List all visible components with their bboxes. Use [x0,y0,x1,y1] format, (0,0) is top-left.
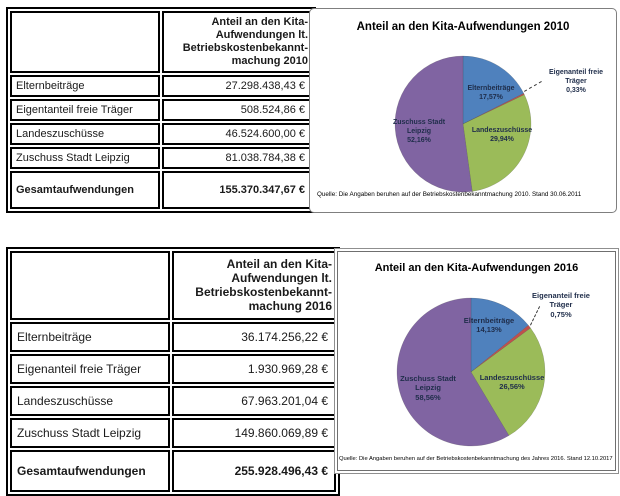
table-row [10,354,336,384]
total-value: 155.370.347,67 € [162,171,312,209]
table-row [10,123,312,145]
slice-label-landeszuschuesse: Landeszuschüsse 29,94% [471,127,533,143]
total-label: Gesamtaufwendungen [10,171,160,209]
slice-label-landeszuschuesse: Landeszuschüsse 26,56% [479,373,545,392]
table-header-2016: Anteil an den Kita-Aufwendungen lt. Betriebskostenbekannt-machung 2016 [172,251,336,320]
table-row [10,75,312,97]
slice-callout-eigenanteil: Eigenanteil freie Träger 0,75% [532,291,590,319]
row-value: 46.524.600,00 € [162,123,312,145]
total-label: Gesamtaufwendungen [10,450,170,492]
table-total-row [10,450,336,492]
slice-label-elternbeitraege: Elternbeiträge 14,13% [463,316,515,335]
table-header-2010: Anteil an den Kita-Aufwendungen lt. Betriebskostenbekannt-machung 2010 [162,11,312,73]
row-label: Landeszuschüsse [10,386,170,416]
table-total-row [10,171,312,209]
table-row [10,322,336,352]
row-label: Eigenanteil freie Träger [10,354,170,384]
total-value: 255.928.496,43 € [172,450,336,492]
row-label: Elternbeiträge [10,75,160,97]
row-value: 149.860.069,89 € [172,418,336,448]
chart-source-2016: Quelle: Die Angaben beruhen auf der Betriebskostenbekanntmachung des Jahres 2016. Stand 12.10.2017 [339,456,613,462]
row-value: 508.524,86 € [162,99,312,121]
row-label: Eigentanteil freie Träger [10,99,160,121]
row-value: 1.930.969,28 € [172,354,336,384]
pie-chart-2010 [309,8,617,213]
row-value: 67.963.201,04 € [172,386,336,416]
row-label: Zuschuss Stadt Leipzig [10,418,170,448]
table-row [10,147,312,169]
chart-title-2010: Anteil an den Kita-Aufwendungen 2010 [356,21,570,33]
corner-cell [10,251,170,320]
slice-callout-eigenanteil: Eigenanteil freie Träger 0,33% [548,69,604,94]
corner-cell [10,11,160,73]
pie-chart-2016 [334,248,619,474]
slice-label-elternbeitraege: Elternbeiträge 17,57% [467,85,515,101]
row-label: Landeszuschüsse [10,123,160,145]
row-label: Elternbeiträge [10,322,170,352]
row-value: 81.038.784,38 € [162,147,312,169]
table-row [10,386,336,416]
kita-cost-table-2010 [6,7,316,213]
slice-label-zuschuss-stadt: Zuschuss Stadt Leipzig 52,16% [392,119,446,144]
slice-label-zuschuss-stadt: Zuschuss Stadt Leipzig 58,56% [400,374,456,402]
table-row [10,418,336,448]
chart-title-2016: Anteil an den Kita-Aufwendungen 2016 [374,262,579,274]
chart-source-2010: Quelle: Die Angaben beruhen auf der Betriebskostenbekanntmachung 2010. Stand 30.06.2011 [317,191,582,198]
row-value: 36.174.256,22 € [172,322,336,352]
row-value: 27.298.438,43 € [162,75,312,97]
row-label: Zuschuss Stadt Leipzig [10,147,160,169]
kita-cost-table-2016 [6,247,340,496]
table-row [10,99,312,121]
